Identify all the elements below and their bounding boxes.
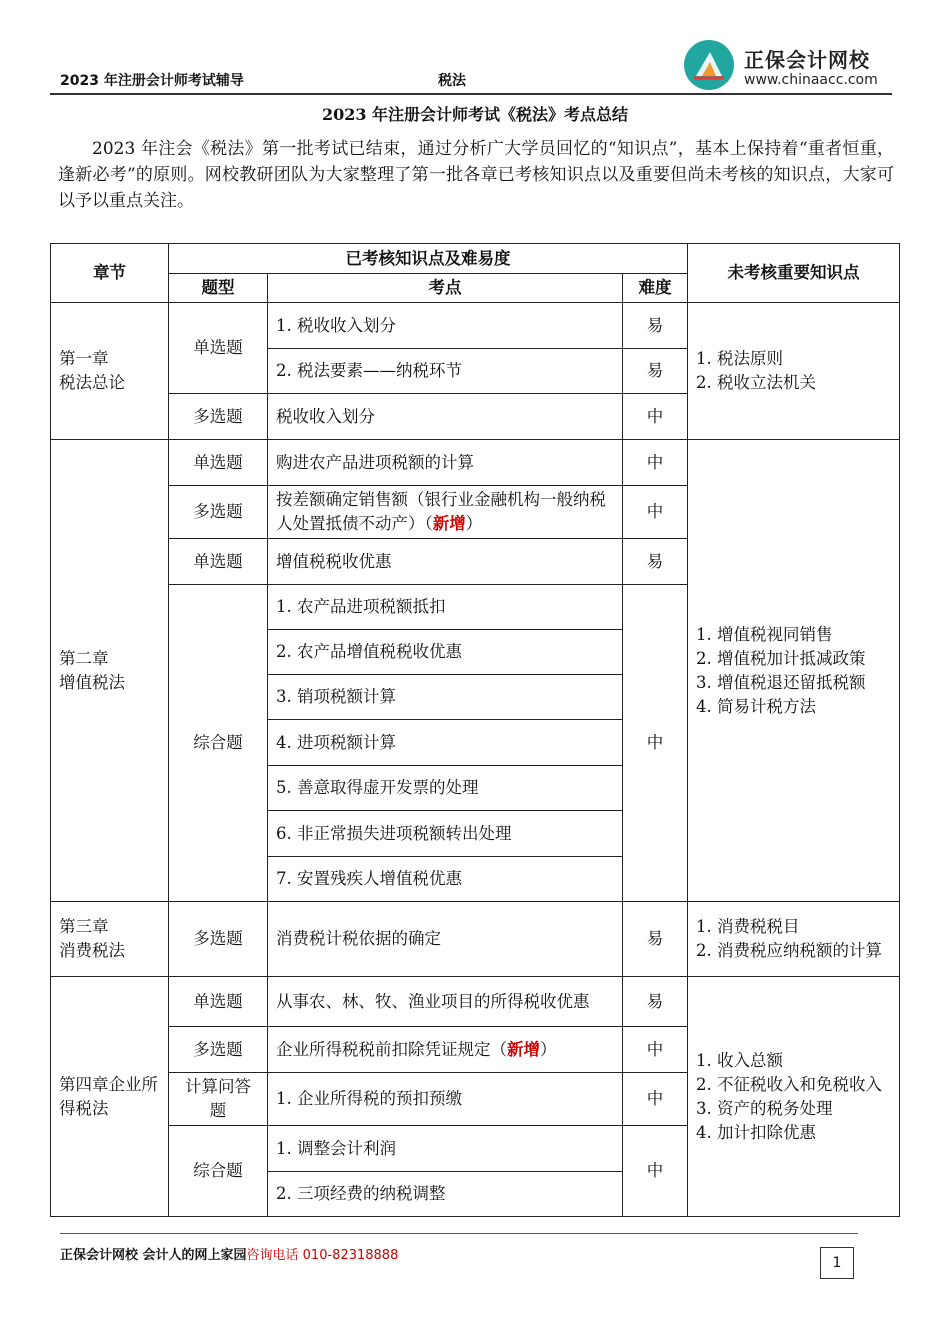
question-type: 多选题: [169, 394, 268, 440]
difficulty: 中: [623, 1073, 688, 1126]
exam-point-text: 按差额确定销售额（银行业金融机构一般纳税人处置抵债不动产）（: [276, 490, 606, 533]
logo-url: www.chinaacc.com: [744, 72, 878, 88]
logo-icon: [684, 40, 734, 90]
unexamined-points: [688, 977, 900, 1217]
chapter-name: 第四章企业所得税法: [59, 1074, 158, 1118]
difficulty: 中: [623, 394, 688, 440]
exam-point-text-end: ）: [540, 1039, 557, 1059]
unexamined-item: 1. 增值税视同销售: [696, 624, 833, 644]
question-type: 综合题: [169, 1126, 268, 1217]
new-tag: 新增: [507, 1039, 540, 1059]
chapter-cell: [51, 902, 169, 977]
unexamined-item: 4. 加计扣除优惠: [696, 1122, 817, 1142]
difficulty: 中: [623, 440, 688, 486]
question-type: 单选题: [169, 440, 268, 486]
logo-name: 正保会计网校: [744, 48, 870, 72]
unexamined-points: [688, 902, 900, 977]
header-divider: [50, 93, 892, 95]
exam-point: 从事农、林、牧、渔业项目的所得税收优惠: [268, 977, 623, 1027]
unexamined-item: 2. 不征税收入和免税收入: [696, 1074, 883, 1094]
page-number: 1: [820, 1247, 854, 1279]
exam-point: 购进农产品进项税额的计算: [268, 440, 623, 486]
header-course-title: 2023 年注册会计师考试辅导: [60, 73, 244, 89]
footer-divider: [60, 1233, 858, 1234]
difficulty: 中: [623, 486, 688, 539]
exam-point-text: 企业所得税税前扣除凭证规定（: [276, 1039, 507, 1059]
header-difficulty: 难度: [623, 274, 688, 303]
footer: [60, 1244, 398, 1263]
chapter-number: 第二章: [59, 648, 109, 668]
unexamined-item: 2. 消费税应纳税额的计算: [696, 941, 883, 960]
unexamined-points: [688, 303, 900, 440]
unexamined-item: 4. 简易计税方法: [696, 696, 817, 716]
unexamined-points: [688, 440, 900, 902]
chapter-cell: [51, 977, 169, 1217]
question-type: 单选题: [169, 977, 268, 1027]
brand-logo: [684, 40, 894, 96]
chapter-cell: [51, 303, 169, 440]
question-type: 单选题: [169, 303, 268, 394]
unexamined-item: 3. 资产的税务处理: [696, 1098, 833, 1118]
unexamined-item: 1. 税法原则: [696, 349, 784, 368]
exam-point: [268, 1027, 623, 1073]
exam-point: 4. 进项税额计算: [268, 720, 623, 766]
header-subject: 税法: [438, 73, 466, 89]
exam-point: 3. 销项税额计算: [268, 675, 623, 720]
exam-point: 6. 非正常损失进项税额转出处理: [268, 811, 623, 857]
footer-phone: 咨询电话 010-82318888: [246, 1248, 399, 1263]
summary-table: [50, 243, 900, 1217]
header-type: 题型: [169, 274, 268, 303]
question-type: 多选题: [169, 1027, 268, 1073]
chapter-number: 第一章: [59, 349, 109, 368]
exam-point: 1. 企业所得税的预扣预缴: [268, 1073, 623, 1126]
unexamined-item: 2. 增值税加计抵减政策: [696, 648, 866, 668]
exam-point-text-end: ）: [465, 514, 483, 533]
question-type: 综合题: [169, 585, 268, 902]
unexamined-item: 3. 增值税退还留抵税额: [696, 672, 866, 692]
intro-paragraph: [58, 136, 894, 214]
difficulty: 中: [623, 1126, 688, 1217]
exam-point: 1. 农产品进项税额抵扣: [268, 585, 623, 630]
unexamined-item: 2. 税收立法机关: [696, 373, 817, 392]
footer-brand: 正保会计网校 会计人的网上家园: [60, 1248, 247, 1263]
new-tag: 新增: [432, 514, 466, 533]
exam-point: 2. 农产品增值税税收优惠: [268, 630, 623, 675]
difficulty: 中: [623, 585, 688, 902]
header-unexamined: 未考核重要知识点: [688, 244, 900, 303]
chapter-name: 消费税法: [59, 941, 125, 960]
exam-point: 消费税计税依据的确定: [268, 902, 623, 977]
header-point: 考点: [268, 274, 623, 303]
unexamined-item: 1. 收入总额: [696, 1050, 784, 1070]
chapter-name: 增值税法: [59, 672, 125, 692]
intro-text: 2023 年注会《税法》第一批考试已结束，通过分析广大学员回忆的“知识点”，基本上保持着“重者恒重，逢新必考”的原则。网校教研团队为大家整理了第一批各章已考核知识点以及重要但尚未考核的知识点，大家可以予以重点关注。: [58, 139, 894, 211]
exam-point: 5. 善意取得虚开发票的处理: [268, 766, 623, 811]
exam-point: [268, 486, 623, 539]
exam-point: 2. 三项经费的纳税调整: [268, 1172, 623, 1217]
exam-point: 1. 税收收入划分: [268, 303, 623, 349]
chapter-name: 税法总论: [59, 373, 125, 392]
question-type: 单选题: [169, 539, 268, 585]
difficulty: 易: [623, 539, 688, 585]
chapter-cell: [51, 440, 169, 902]
document-title: 2023 年注册会计师考试《税法》考点总结: [321, 105, 629, 124]
difficulty: 易: [623, 349, 688, 394]
question-type: 多选题: [169, 486, 268, 539]
header-examined: 已考核知识点及难易度: [169, 244, 688, 274]
difficulty: 易: [623, 902, 688, 977]
exam-point: 增值税税收优惠: [268, 539, 623, 585]
exam-point: 7. 安置残疾人增值税优惠: [268, 857, 623, 902]
difficulty: 易: [623, 303, 688, 349]
question-type: 多选题: [169, 902, 268, 977]
difficulty: 易: [623, 977, 688, 1027]
exam-point: 税收收入划分: [268, 394, 623, 440]
unexamined-item: 1. 消费税税目: [696, 917, 800, 936]
header-chapter: 章节: [51, 244, 169, 303]
exam-point: 1. 调整会计利润: [268, 1126, 623, 1172]
chapter-number: 第三章: [59, 917, 109, 936]
difficulty: 中: [623, 1027, 688, 1073]
exam-point: 2. 税法要素——纳税环节: [268, 349, 623, 394]
question-type: 计算问答题: [169, 1073, 268, 1126]
